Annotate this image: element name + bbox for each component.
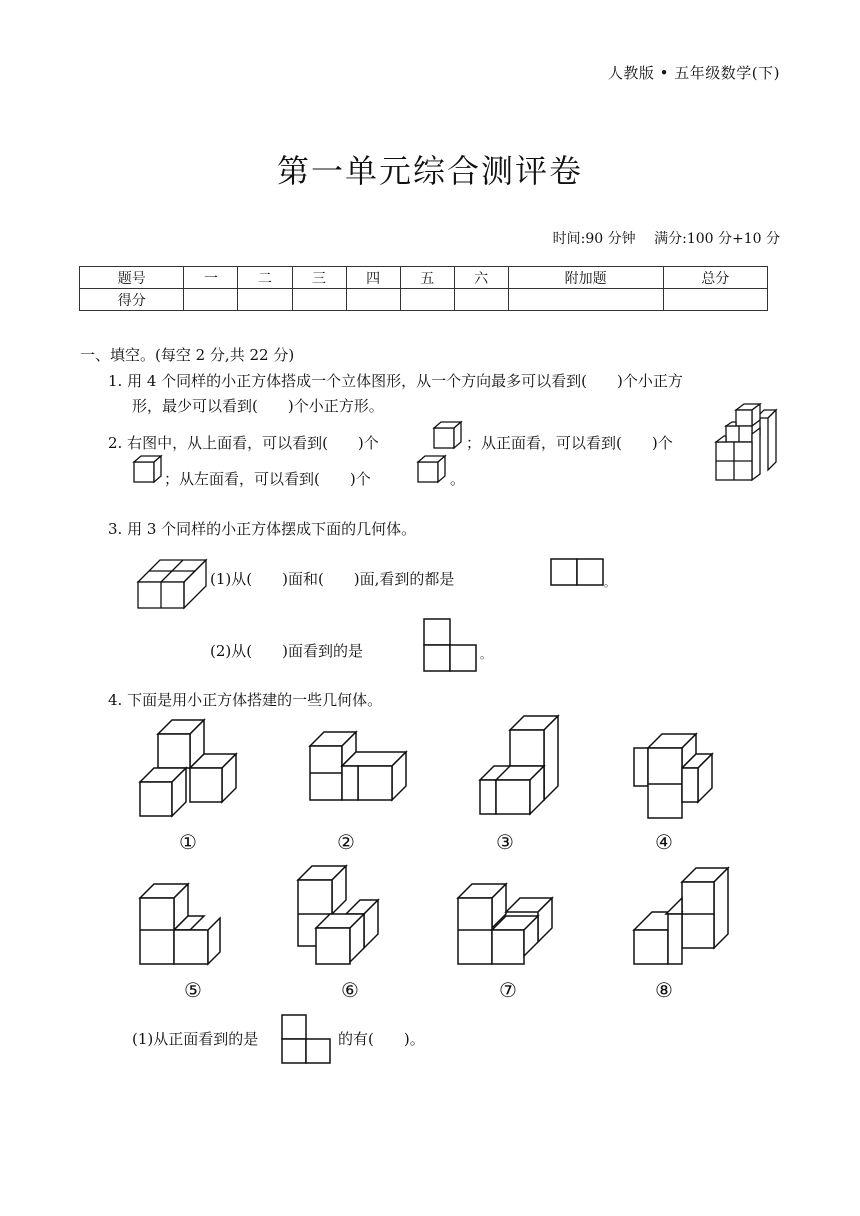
- figure-3-cubes: [478, 716, 562, 820]
- q4-sub1-post: 的有( )。: [338, 1030, 425, 1048]
- figure-label: ③: [496, 830, 514, 854]
- header-cell: 三: [292, 267, 346, 289]
- score-cell[interactable]: [346, 289, 400, 311]
- q1-line2: 形，最少可以看到( )个小正方形。: [132, 397, 384, 415]
- q3-sub2-end: 。: [480, 648, 491, 661]
- figure-1-cubes: [138, 718, 242, 820]
- l-shape-view-icon: [423, 618, 479, 672]
- q4-intro: 4. 下面是用小正方体搭建的一些几何体。: [108, 691, 383, 709]
- figure-4-cubes: [632, 734, 716, 822]
- row-label-cell: 得分: [80, 289, 184, 311]
- figure-label: ②: [337, 830, 355, 854]
- q2-part2: ；从正面看，可以看到( )个: [466, 434, 673, 452]
- q2-part4: 。: [450, 470, 466, 488]
- header-cell: 总分: [663, 267, 767, 289]
- header-cell: 一: [184, 267, 238, 289]
- q2-stacked-cubes-figure: [714, 404, 780, 486]
- q3-three-cubes-figure: [136, 556, 206, 610]
- q3-sub1-end: 。: [604, 576, 615, 589]
- q3-sub1: (1)从( )面和( )面,看到的都是: [210, 570, 455, 588]
- figure-label: ④: [655, 830, 673, 854]
- figure-2-cubes: [308, 732, 410, 802]
- figure-6-cubes: [296, 864, 382, 968]
- figure-label: ⑧: [655, 978, 673, 1002]
- figure-label: ⑦: [499, 978, 517, 1002]
- time-limit: 时间:90 分钟: [552, 231, 636, 247]
- figure-label: ⑥: [341, 978, 359, 1002]
- q1-line1: 1. 用 4 个同样的小正方体搭成一个立体图形，从一个方向最多可以看到( )个小正方: [108, 372, 683, 390]
- figure-8-cubes: [632, 864, 732, 966]
- figure-5-cubes: [138, 882, 224, 966]
- score-cell[interactable]: [184, 289, 238, 311]
- q3-sub2: (2)从( )面看到的是: [210, 642, 363, 660]
- q4-sub1-pre: (1)从正面看到的是: [132, 1030, 259, 1048]
- page-title: 第一单元综合测评卷: [276, 152, 583, 190]
- score-table-score-row: [80, 289, 768, 311]
- score-cell[interactable]: [400, 289, 454, 311]
- score-cell[interactable]: [238, 289, 292, 311]
- exam-meta: [539, 228, 780, 248]
- score-cell[interactable]: [454, 289, 508, 311]
- score-table: [79, 266, 768, 311]
- q3-intro: 3. 用 3 个同样的小正方体摆成下面的几何体。: [108, 520, 417, 538]
- cube-icon: [432, 420, 464, 450]
- q2-part3: ；从左面看，可以看到( )个: [164, 470, 371, 488]
- two-square-view-icon: [550, 558, 606, 586]
- t-shape-view-icon: [281, 1014, 331, 1064]
- cube-icon: [416, 454, 448, 484]
- edition-label: 人教版 • 五年级数学(下): [607, 64, 780, 82]
- q2-part1: 2. 右图中，从上面看，可以看到( )个: [108, 434, 379, 452]
- score-table-header-row: [80, 267, 768, 289]
- header-cell: 附加题: [508, 267, 663, 289]
- section1-heading: 一、填空。(每空 2 分,共 22 分): [80, 346, 295, 364]
- figure-7-cubes: [456, 882, 556, 966]
- header-cell: 五: [400, 267, 454, 289]
- figure-label: ⑤: [184, 978, 202, 1002]
- score-cell[interactable]: [663, 289, 767, 311]
- figure-label: ①: [179, 830, 197, 854]
- header-cell: 六: [454, 267, 508, 289]
- score-cell[interactable]: [508, 289, 663, 311]
- header-cell: 二: [238, 267, 292, 289]
- header-cell: 四: [346, 267, 400, 289]
- cube-icon: [132, 454, 164, 484]
- score-cell[interactable]: [292, 289, 346, 311]
- header-cell: 题号: [80, 267, 184, 289]
- full-score: 满分:100 分+10 分: [654, 231, 780, 247]
